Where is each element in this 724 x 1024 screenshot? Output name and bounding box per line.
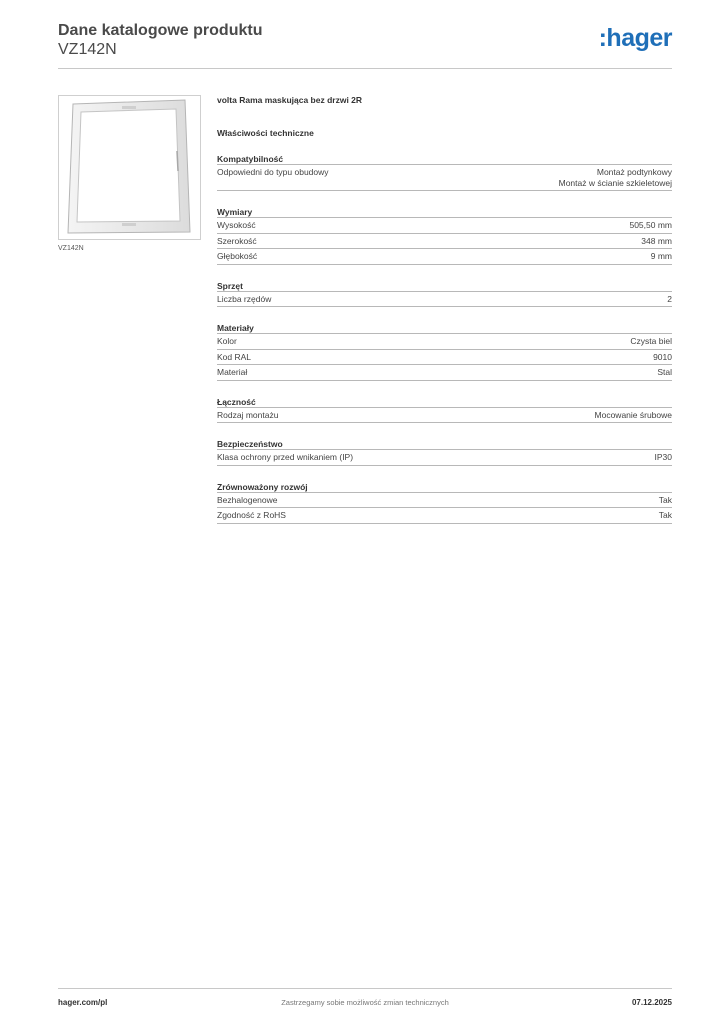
- page-footer: [58, 988, 672, 1012]
- spec-label: Bezhalogenowe: [217, 494, 278, 505]
- spec-label: Liczba rzędów: [217, 293, 272, 304]
- spec-value: [659, 510, 672, 521]
- section-title: Łączność: [217, 397, 672, 408]
- spec-label: Wysokość: [217, 220, 256, 230]
- website-link[interactable]: hager.com/pl: [58, 998, 108, 1007]
- section-title: Kompatybilność: [217, 154, 672, 165]
- spec-row: [217, 249, 672, 265]
- spec-value: [595, 410, 672, 421]
- section: [217, 154, 672, 191]
- product-image: [58, 95, 201, 240]
- spec-value: [629, 220, 672, 231]
- spec-value: [657, 367, 672, 378]
- spec-value-line: Tak: [658, 494, 672, 505]
- spec-value: [630, 336, 672, 347]
- spec-row: [217, 292, 672, 308]
- spec-value-line: Tak: [658, 510, 672, 520]
- product-name: volta Rama maskująca bez drzwi 2R: [217, 95, 363, 105]
- disclaimer-text: Zastrzegamy sobie możliwość zmian technicznych: [281, 998, 449, 1007]
- spec-value: [559, 167, 672, 188]
- section-title: Bezpieczeństwo: [217, 439, 672, 450]
- spec-label: Klasa ochrony przed wnikaniem (IP): [217, 452, 354, 462]
- spec-value-line: Czysta biel: [630, 336, 672, 346]
- section: [217, 439, 672, 466]
- product-code: VZ142N: [58, 41, 117, 58]
- spec-value-line: IP30: [654, 452, 672, 462]
- spec-row: [217, 450, 672, 466]
- image-caption: VZ142N: [58, 245, 84, 252]
- spec-value: [659, 495, 672, 506]
- technical-sections: [217, 154, 672, 524]
- spec-value-line: 505,50 mm: [629, 220, 672, 230]
- section: [217, 281, 672, 308]
- spec-label: Głębokość: [217, 251, 258, 261]
- product-details: [217, 95, 672, 524]
- masking-frame-illustration: [59, 96, 200, 239]
- spec-label: Odpowiedni do typu obudowy: [217, 167, 329, 177]
- section: [217, 397, 672, 424]
- document-date: 07.12.2025: [631, 998, 672, 1007]
- section-title: Materiały: [217, 323, 672, 334]
- spec-row: [217, 493, 672, 509]
- spec-label: Kod RAL: [217, 351, 252, 362]
- spec-row: [217, 508, 672, 524]
- section-title: Wymiary: [217, 207, 672, 218]
- spec-value-line: 348 mm: [641, 235, 672, 246]
- properties-title: Właściwości techniczne: [217, 128, 314, 138]
- section: [217, 207, 672, 265]
- spec-value-line: 9 mm: [650, 251, 672, 261]
- spec-value-line: Montaż w ścianie szkieletowej: [558, 177, 672, 188]
- spec-value: [655, 452, 673, 463]
- spec-row: [217, 334, 672, 350]
- spec-label: Rodzaj montażu: [217, 409, 279, 420]
- spec-value-line: Mocowanie śrubowe: [594, 409, 672, 420]
- spec-value: [653, 352, 672, 363]
- section-title: Zrównoważony rozwój: [217, 482, 672, 493]
- spec-row: [217, 234, 672, 250]
- spec-label: Kolor: [217, 336, 237, 346]
- section: [217, 323, 672, 381]
- hager-logo: :hager: [598, 24, 672, 52]
- section-title: Sprzęt: [217, 281, 672, 292]
- spec-label: Zgodność z RoHS: [217, 510, 286, 520]
- page-header: [58, 22, 672, 69]
- spec-row: [217, 350, 672, 366]
- spec-value-line: Stal: [657, 367, 672, 377]
- spec-value: [667, 294, 672, 305]
- spec-value-line: 9010: [653, 351, 672, 362]
- spec-row: [217, 165, 672, 191]
- spec-row: [217, 408, 672, 424]
- spec-label: Szerokość: [217, 235, 257, 246]
- spec-row: [217, 365, 672, 381]
- spec-label: Materiał: [217, 367, 248, 377]
- section: [217, 482, 672, 524]
- spec-value-line: 2: [667, 293, 672, 304]
- spec-value: [651, 251, 672, 262]
- spec-row: [217, 218, 672, 234]
- document-title: Dane katalogowe produktu: [58, 22, 263, 39]
- spec-value-line: Montaż podtynkowy: [596, 167, 672, 177]
- spec-value: [641, 236, 672, 247]
